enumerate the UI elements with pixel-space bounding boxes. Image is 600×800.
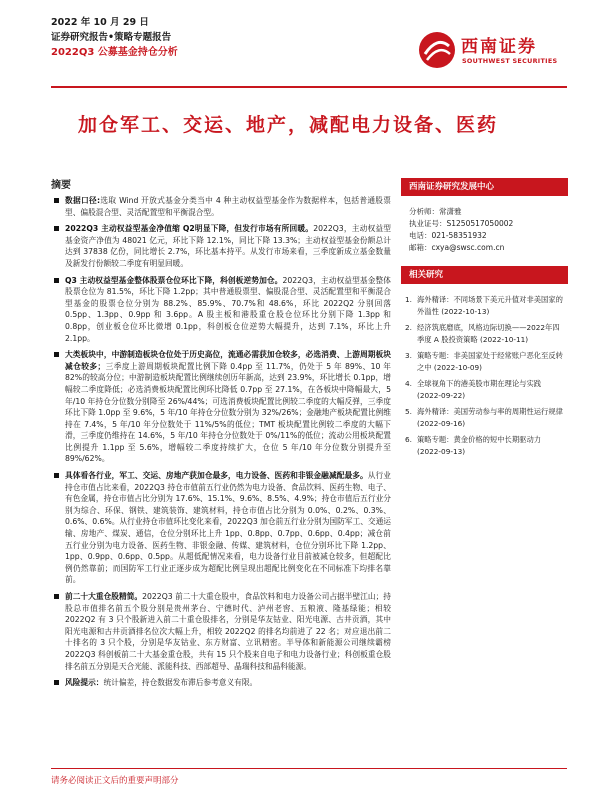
logo-name-en: SOUTHWEST SECURITIES (462, 57, 558, 65)
abstract-body (51, 195, 391, 694)
abstract-bullet-industries (51, 470, 391, 586)
bullet-square-icon (54, 226, 59, 231)
analyst-email[interactable]: 邮箱：cxya@swsc.com.cn (409, 243, 505, 252)
bullet-square-icon (54, 198, 59, 203)
abstract-bullet-sectors (51, 349, 391, 465)
related-research (401, 266, 568, 457)
abstract-bullet-position (51, 275, 391, 345)
team-title-bar: 西南证券研究发展中心 (401, 178, 568, 196)
related-item-text: 策略专题：非美国家处于经常账户恶化至反转之中 (2022-10-09) (417, 351, 563, 372)
report-series: 2022Q3 公募基金持仓分析 (51, 47, 178, 58)
bullet-square-icon (54, 680, 59, 685)
bullet-text: 三季度上游周期板块配置比例下降 0.4pp 至 11.7%，仍处于 5 年 89%、10 年 82%的较高分位；中游制造板块配置比例继续创历年新高，达到 23.9%，环比增长 0.1pp，增幅较二季度降低；必选消费板块配置比例环比降低 0.7pp 至 27.1%，在各板块中降幅最大，5 年/10 年持仓分位数分别降至 26%/44%；可选消费板块配置比例较二季度的大幅反弹，三季度环比下降 1.0pp 至 9.6%，5 年/10 年持仓分位数分别为 32%/26%；金融地产板块配置比例维持在 7.4%，5 年/10 年分位数处于 11%/5%的低位；TMT 板块配置比例较二季度的大幅下滑，三季度仍维持在 14.6%，5 年/10 年持仓分位数处于 0%/11%的低位；流动公用板块配置比例提升 1.1pp 至 5.6%，增幅较二季度持续扩大，仓位 5 年/10 年分位数分别提升至 89%/62%。 (65, 361, 391, 464)
related-item-number: 3. (405, 351, 412, 360)
bullet-lead: 大类板块中，中游制造板块仓位处于历史高位，流通必需获加仓较多，必选消费、上游周期板块减仓较多； (65, 350, 391, 371)
footer-divider (51, 768, 567, 769)
abstract-heading: 摘要 (51, 180, 71, 191)
related-item-number: 1. (405, 295, 412, 304)
bullet-lead: 2022Q3 主动权益型基金净值缩 Q2明显下降，但发行市场有所回暖。 (65, 224, 314, 234)
sidebar (401, 178, 568, 462)
bullet-text: 2022Q3，主动权益型基金资产净值为 48021 亿元，环比下降 12.1%，同比下降 13.3%；主动权益型基金份额总计达到 37838 亿份，同比增长 2.7%，环比基本持平。从发行市场来看，三季度新成立基金数量及新发行份额较二季度有明显回暖。 (65, 224, 391, 268)
analyst-name: 分析师：常潇雅 (409, 207, 462, 216)
related-item-number: 2. (405, 323, 412, 332)
related-item-text: 海外精译：不同场景下美元升值对非美国家的外溢性 (2022-10-13) (417, 295, 563, 316)
footer-disclaimer: 请务必阅读正文后的重要声明部分 (51, 776, 179, 786)
related-item-text: 经济筑底磨底，风格边际切换——2022年四季度 A 股投资策略 (2022-10-11) (417, 323, 560, 344)
bullet-lead: 风险提示： (65, 678, 104, 688)
bullet-square-icon (54, 473, 59, 478)
bullet-text: 统计偏差，持仓数据发布滞后参考意义有限。 (103, 678, 258, 688)
logo-name-cn: 西南证券 (461, 37, 537, 57)
logo-emblem-icon (417, 30, 457, 70)
report-header (51, 15, 351, 60)
related-item[interactable] (401, 378, 568, 401)
bullet-text: 2022Q3 前二十大重仓股中，食品饮料和电力设备公司占据半壁江山；持股总市值排名前五个股分别是贵州茅台、宁德时代、泸州老窖、五粮液、隆基绿能；相较 2022Q2 有 3 只个股新进入前二十重仓股排名，分别是华友钴业、阳光电源、古井贡酒，其中阳光电源和古井贡酒排名位次大幅上升，相较 2022Q2 的排名均前进了 22 名；对应退出前二十排名的 3 只个股，分别是华友钴业、东方财富、立讯精密。半导体和新能源公司继续霸榜 2022Q3 科创板前二十大基金重仓股，共有 15 只个股来自电子和电力设备行业；科创板重仓股排名前五分别是天合光能、派能科技、西部超导、晶瑞科技和晶科能源。 (65, 592, 391, 671)
related-title-bar: 相关研究 (401, 266, 568, 284)
bullet-text: 选取 Wind 开放式基金分类当中 4 种主动权益型基金作为数据样本，包括普通股票型、偏股混合型、灵活配置型和平衡混合型。 (65, 196, 391, 217)
bullet-lead: Q3 主动权益型基金整体股票仓位环比下降，科创板逆势加仓。 (65, 275, 283, 285)
related-item-number: 4. (405, 379, 412, 388)
report-type: 证券研究报告•策略专题报告 (51, 32, 172, 43)
analyst-license: 执业证号：S1250517050002 (409, 219, 514, 228)
analyst-phone: 电话：021-58351932 (409, 231, 487, 240)
related-item-text: 海外精译：美国劳动参与率的周期性运行规律 (2022-09-16) (417, 407, 563, 428)
related-item[interactable] (401, 294, 568, 317)
related-item[interactable] (401, 322, 568, 345)
abstract-bullet-net-value (51, 223, 391, 269)
bullet-lead: 具体看各行业，军工、交运、房地产获加仓最多，电力设备、医药和非银金融减配最多。 (65, 471, 368, 481)
bullet-square-icon (54, 594, 59, 599)
related-item-number: 6. (405, 435, 412, 444)
bullet-text: 2022Q3，主动权益型基金整体股票仓位为 81.5%，环比下降 1.2pp；其中普通股票型、偏股混合型、灵活配置型和平衡混合型基金的股票仓位分别为 88.2%、85.9%、70.7%和 48.6%，环比 2022Q2 分别回落 0.5pp、1.3pp、0.9pp 和 3.6pp。A 股主板和港股重仓股仓位环比分别下降 1.3pp 和 0.8pp，创业板仓位环比微增 0.1pp，科创板仓位逆势大幅提升，达到 7.1%，环比上升 2.1pp。 (65, 275, 391, 343)
bullet-square-icon (54, 352, 59, 357)
related-item[interactable] (401, 406, 568, 429)
related-item-text: 策略专题：黄金价格的短中长期驱动力 (2022-09-13) (417, 435, 542, 456)
report-title: 加仓军工、交运、地产，减配电力设备、医药 (78, 114, 499, 136)
related-item[interactable] (401, 434, 568, 457)
company-logo (417, 28, 567, 78)
related-item[interactable] (401, 350, 568, 373)
abstract-bullet-risk (51, 677, 391, 689)
bullet-lead: 前二十大重仓股精简。 (65, 592, 143, 601)
bullet-square-icon (54, 278, 59, 283)
abstract-bullet-data-scope (51, 195, 391, 218)
bullet-text: 从行业持仓市值占比来看，2022Q3 持仓市值前五行业仍然为电力设备、食品饮料、医药生物、电子、有色金属，持仓市值占比分别为 17.6%、15.1%、9.6%、8.5%、4.9%；持仓市值后五行业分别为综合、环保、钢铁、建筑装饰、建筑材料，持仓市值占比分别为 0.0%、0.2%、0.3%、0.6%、0.6%。从行业持仓市值环比变化来看，2022Q3 加仓前五行业分别为国防军工、交通运输、房地产、煤炭、通信，仓位分别环比上升 1pp、0.8pp、0.7pp、0.6pp、0.4pp；减仓前五行业分别为电力设备、医药生物、非银金融、传媒、建筑材料，仓位分别环比下降 1.2pp、1pp、0.9pp、0.6pp、0.5pp。从超低配情况来看，电力设备行业目前被减仓较多，但超配比例仍然靠前；而国防军工行业正逐步成为超配比例呈现出超配比例变化在不同标准下均排名靠前。 (65, 471, 391, 585)
related-item-text: 全球视角下的港美股市期在理论与实践 (2022-09-22) (417, 379, 542, 400)
abstract-bullet-top-holdings (51, 591, 391, 672)
report-date: 2022 年 10 月 29 日 (51, 17, 149, 28)
related-item-number: 5. (405, 407, 412, 416)
bullet-lead: 数据口径: (65, 196, 101, 205)
header-divider (51, 86, 567, 88)
